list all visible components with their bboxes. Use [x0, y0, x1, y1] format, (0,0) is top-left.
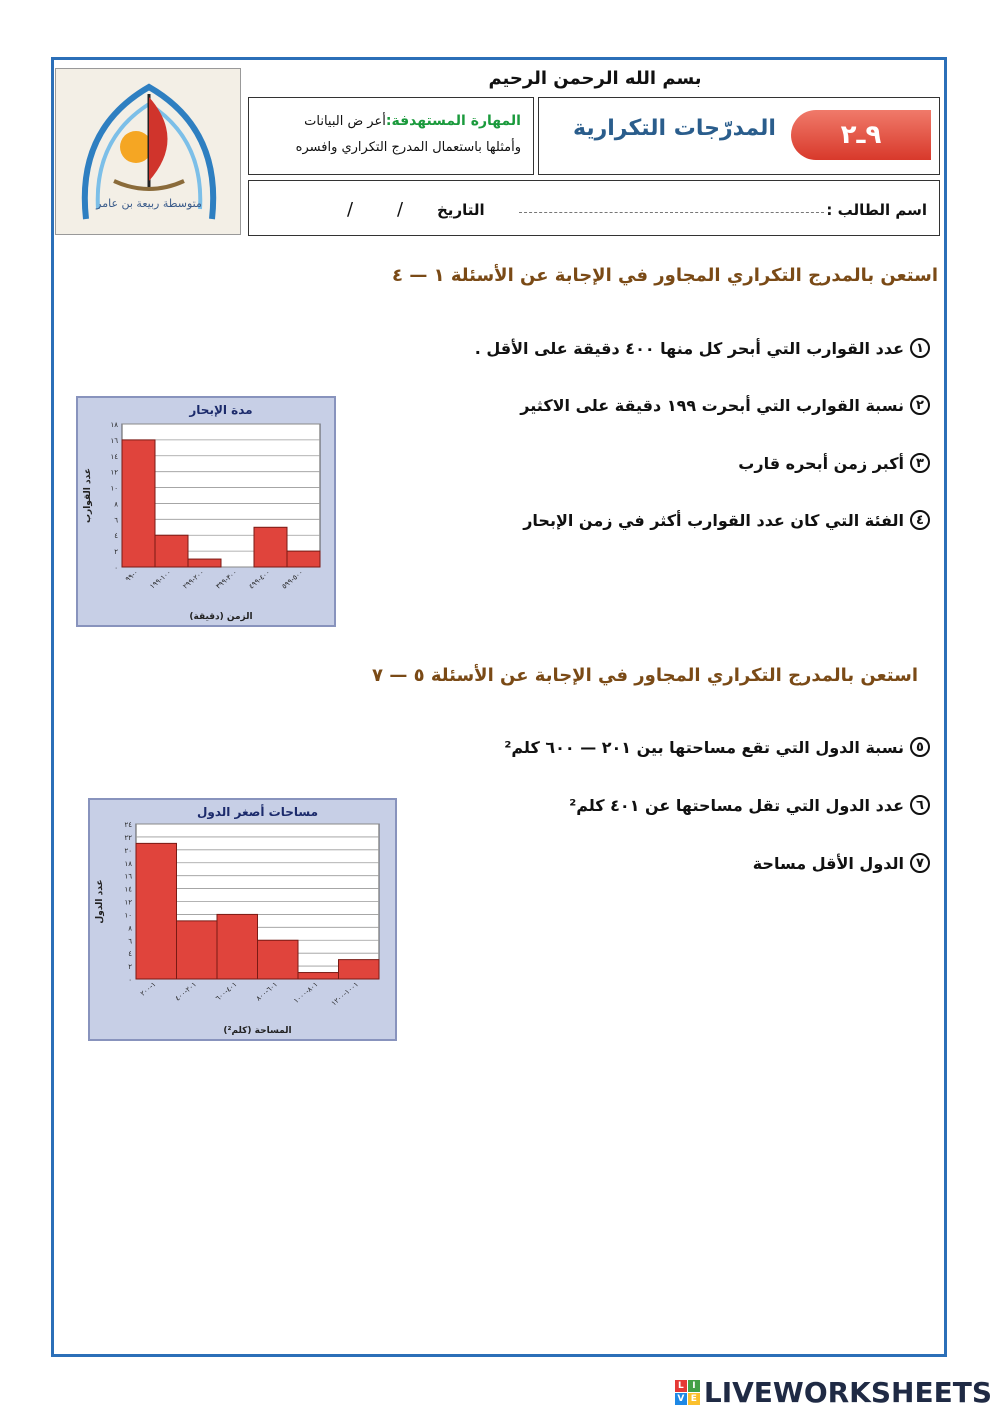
- x-tick-label: ٨٠١-١٠٠٠: [292, 980, 320, 1006]
- x-tick-label: ٤٠٠-٤٩٩: [247, 568, 272, 591]
- question-number: ٥: [910, 737, 930, 757]
- date-separator: /: [347, 199, 354, 220]
- chart-title: مدة الإبحار: [189, 403, 253, 417]
- brand-badge-letter: L: [675, 1380, 687, 1392]
- y-tick-label: ٤: [114, 532, 118, 541]
- y-tick-label: ٠: [128, 976, 132, 984]
- y-tick-label: ٨: [114, 500, 118, 509]
- bar: [122, 440, 155, 567]
- y-tick-label: ١٠: [124, 911, 132, 920]
- question-text: عدد القوارب التي أبحر كل منها ٤٠٠ دقيقة على الأقل .: [474, 338, 904, 358]
- bar: [287, 551, 320, 567]
- date-label: التاريخ: [437, 201, 485, 219]
- x-tick-label: ٥٠٠-٥٩٩: [280, 568, 305, 591]
- question-2: [520, 395, 930, 415]
- y-tick-label: ٢: [128, 963, 132, 972]
- question-number: ٣: [910, 453, 930, 473]
- y-tick-label: ٦: [114, 516, 118, 525]
- school-logo: [55, 68, 241, 235]
- histogram-svg: [78, 398, 334, 625]
- section2-instruction: استعن بالمدرج التكراري المجاور في الإجابة عن الأسئلة ٥ — ٧: [372, 665, 918, 686]
- brand-badge-letter: V: [675, 1393, 687, 1405]
- question-3: [738, 453, 930, 473]
- question-text: عدد الدول التي تقل مساحتها عن ٤٠١ كلم²: [569, 795, 904, 815]
- x-axis-label: الزمن (دقيقة): [189, 612, 253, 622]
- skill-line2: وأمثلها باستعمال المدرج التكراري وافسره: [295, 140, 521, 155]
- question-5: [504, 737, 930, 757]
- brand-badge-letter: I: [688, 1380, 700, 1392]
- question-text: نسبة القوارب التي أبحرت ١٩٩ دقيقة على الاكثير: [520, 395, 904, 415]
- bar: [155, 535, 188, 567]
- y-axis-label: عدد الدول: [95, 879, 105, 924]
- x-tick-label: ٠-٩٩: [124, 568, 140, 584]
- liveworksheets-brand: [675, 1376, 992, 1409]
- y-tick-label: ١٠: [110, 484, 118, 493]
- lesson-number-badge: ٩ـ٢: [791, 110, 931, 160]
- page-frame: [51, 57, 947, 1357]
- bar: [136, 843, 177, 979]
- y-tick-label: ٢٤: [124, 821, 132, 829]
- y-tick-label: ٢٠: [124, 846, 132, 855]
- question-text: أكبر زمن أبحره قارب: [738, 453, 904, 473]
- x-tick-label: ١٠٠-١٩٩: [148, 568, 173, 591]
- svg-text:متوسطة ربيعة بن عامر: متوسطة ربيعة بن عامر: [96, 197, 202, 210]
- x-tick-label: ١٠٠١-١٢٠٠: [329, 980, 361, 1008]
- section1-instruction: استعن بالمدرج التكراري المجاور في الإجابة عن الأسئلة ١ — ٤: [392, 265, 938, 286]
- y-tick-label: ١٦: [124, 872, 132, 881]
- x-tick-label: ٤٠١-٦٠٠: [214, 980, 239, 1003]
- question-7: [753, 853, 930, 873]
- bar: [339, 960, 380, 979]
- basmala: بسم الله الرحمن الرحيم: [488, 68, 702, 89]
- question-text: الدول الأقل مساحة: [752, 853, 904, 873]
- bar: [217, 914, 258, 979]
- skill-line1: أعر ض البيانات: [304, 114, 386, 129]
- brand-badge-letter: E: [688, 1393, 700, 1405]
- student-name-field[interactable]: [519, 212, 824, 213]
- date-separator: /: [397, 199, 404, 220]
- x-tick-label: ٢٠١-٤٠٠: [173, 980, 199, 1003]
- question-text: الفئة التي كان عدد القوارب أكثر في زمن الإبحار: [523, 510, 904, 530]
- chart-country-areas: [88, 798, 397, 1041]
- y-axis-label: عدد القوارب: [83, 468, 93, 523]
- y-tick-label: ٢٢: [124, 833, 132, 842]
- bar: [188, 559, 221, 567]
- skill-box: [248, 97, 534, 175]
- lesson-title: المدرّجات التكرارية: [573, 116, 776, 141]
- chart-title: مساحات أصغر الدول: [196, 805, 319, 819]
- y-tick-label: ١٦: [110, 436, 118, 445]
- question-number: ٤: [910, 510, 930, 530]
- x-tick-label: ٣٠٠-٣٩٩: [214, 568, 239, 591]
- bar: [177, 921, 218, 979]
- chart-sailing-duration: [76, 396, 336, 627]
- y-tick-label: ٨: [128, 924, 132, 933]
- question-number: ٦: [910, 795, 930, 815]
- lesson-box: [538, 97, 940, 175]
- bar: [254, 527, 287, 567]
- student-name-label: اسم الطالب :: [826, 201, 927, 219]
- skill-label: المهارة المستهدفة:: [385, 113, 521, 129]
- brand-name: LIVEWORKSHEETS: [703, 1376, 992, 1409]
- brand-badge: [675, 1380, 700, 1405]
- x-axis-label: المساحة (كلم²): [223, 1026, 292, 1036]
- question-1: [475, 338, 930, 358]
- y-tick-label: ٠: [114, 564, 118, 572]
- question-number: ٢: [910, 395, 930, 415]
- question-6: [569, 795, 930, 815]
- y-tick-label: ١٤: [110, 452, 118, 461]
- student-info-box: [248, 180, 940, 236]
- question-number: ٧: [910, 853, 930, 873]
- question-text: نسبة الدول التي تقع مساحتها بين ٢٠١ — ٦٠٠ كلم²: [504, 737, 904, 757]
- question-4: [523, 510, 930, 530]
- x-tick-label: ٦٠١-٨٠٠: [254, 980, 280, 1003]
- y-tick-label: ١٨: [110, 421, 118, 429]
- histogram-svg: [90, 800, 395, 1039]
- y-tick-label: ١٤: [124, 885, 132, 894]
- x-tick-label: ٢٠٠-٢٩٩: [181, 568, 206, 591]
- y-tick-label: ١٨: [124, 859, 132, 868]
- y-tick-label: ٢: [114, 548, 118, 557]
- y-tick-label: ١٢: [124, 898, 132, 907]
- bar: [258, 940, 299, 979]
- question-number: ١: [910, 338, 930, 358]
- bar: [298, 973, 339, 979]
- x-tick-label: ١-٢٠٠: [138, 980, 158, 998]
- y-tick-label: ٤: [128, 950, 132, 959]
- y-tick-label: ٦: [128, 937, 132, 946]
- y-tick-label: ١٢: [110, 468, 118, 477]
